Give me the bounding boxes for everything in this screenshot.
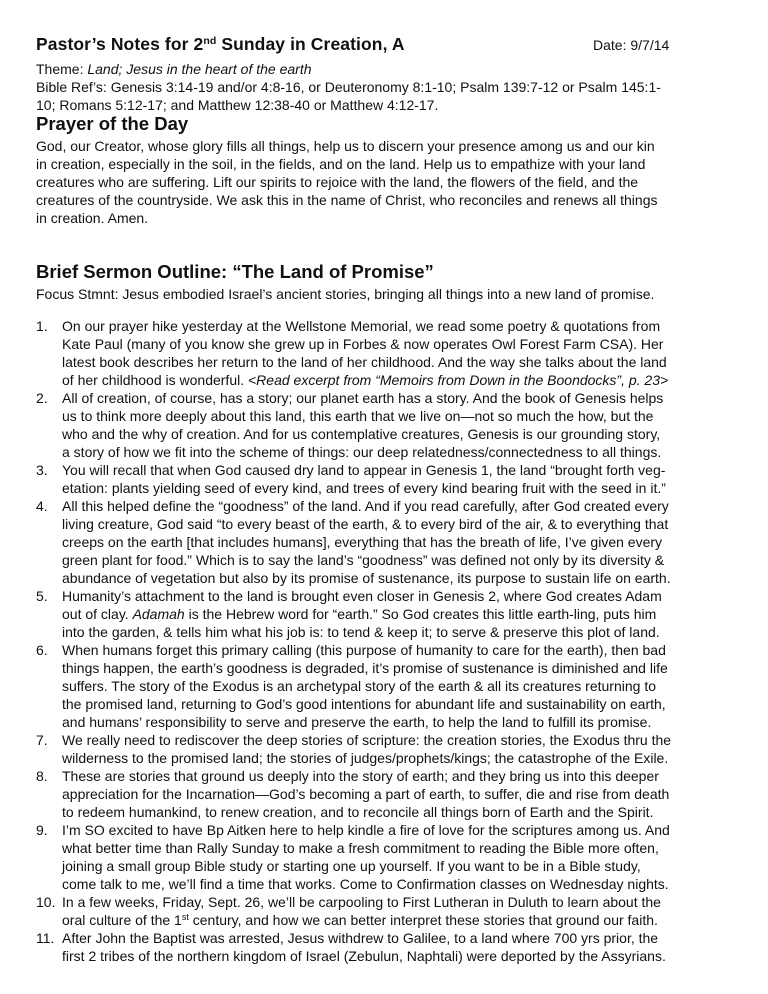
item-line xyxy=(62,605,736,623)
item-number: 4. xyxy=(36,498,48,514)
outline-item xyxy=(36,587,736,641)
item-number: 3. xyxy=(36,462,48,478)
item-line-text: century, and how we can better interpret these stories that ground our faith. xyxy=(188,912,658,928)
outline-item xyxy=(36,767,736,821)
item-line: Kate Paul (many of you know she grew up in Forbes & now operates Owl Forest Farm CSA). Her xyxy=(62,336,664,352)
item-number: 6. xyxy=(36,642,48,658)
item-line: into the garden, & tells him what his job is: to tend & keep it; to serve & preserve this plot of land. xyxy=(62,624,660,640)
item-line: latest book describes her return to the land of her childhood. And the way she talks about the land xyxy=(62,354,667,370)
item-line: come talk to me, we’ll find a time that works. Come to Confirmation classes on Wednesday nights. xyxy=(62,876,669,892)
title-text-continued: Sunday in Creation, A xyxy=(216,34,405,54)
outline-item xyxy=(36,893,736,929)
outline-item xyxy=(36,389,736,461)
item-line: All this helped define the “goodness” of the land. And if you read carefully, after God created every xyxy=(62,498,669,514)
item-number: 11. xyxy=(36,930,55,946)
prayer-line: in creation. Amen. xyxy=(36,210,149,226)
item-line: appreciation for the Incarnation—God’s becoming a part of earth, to suffer, die and rise from death xyxy=(62,786,670,802)
item-line: a story of how we fit into the scheme of things: our deep relatedness/connectedness to all things. xyxy=(62,444,662,460)
item-line: the promised land, returning to God’s good intentions for abundant life and sustainability on earth, xyxy=(62,696,666,712)
item-line: On our prayer hike yesterday at the Wellstone Memorial, we read some poetry & quotations from xyxy=(62,318,661,334)
item-line-text: is the Hebrew word for “earth.” So God creates this little earth-ling, puts him xyxy=(184,606,657,622)
item-number: 10. xyxy=(36,894,56,910)
item-line: Humanity’s attachment to the land is brought even closer in Genesis 2, where God creates Adam xyxy=(62,588,662,604)
item-line: I’m SO excited to have Bp Aitken here to help kindle a fire of love for the scriptures among us. And xyxy=(62,822,670,838)
item-line: wilderness to the promised land; the stories of judges/prophets/kings; the catastrophe of the Exile. xyxy=(62,750,669,766)
item-line xyxy=(62,371,736,389)
item-line: us to think more deeply about this land, this earth that we live on—not so much the how, but the xyxy=(62,408,654,424)
outline-item xyxy=(36,641,736,731)
bible-refs-line: Bible Ref’s: Genesis 3:14-19 and/or 4:8-16, or Deuteronomy 8:1-10; Psalm 139:7-12 or Psalm 145:1- xyxy=(36,79,661,95)
item-line: and humans’ responsibility to serve and preserve the earth, to help the land to fulfill its promise. xyxy=(62,714,652,730)
title-text: Pastor’s Notes for 2 xyxy=(36,34,204,54)
prayer-line: creatures of the countryside. We ask this in the name of Christ, who reconciles and renews all things xyxy=(36,192,658,208)
item-line xyxy=(62,911,736,929)
outline-item xyxy=(36,731,736,767)
item-line: creeps on the earth [that includes humans], everything that has the breath of life, I’ve given every xyxy=(62,534,663,550)
hebrew-word: Adamah xyxy=(132,606,185,622)
item-line: We really need to rediscover the deep stories of scripture: the creation stories, the Exodus thru the xyxy=(62,732,672,748)
title-row xyxy=(36,34,736,58)
outline-item xyxy=(36,317,736,389)
reading-reference: <Read excerpt from “Memoirs from Down in the Boondocks”, p. 23> xyxy=(248,372,669,388)
item-number: 2. xyxy=(36,390,48,406)
document-date: Date: 9/7/14 xyxy=(593,37,670,53)
sermon-outline-list xyxy=(36,317,736,965)
outline-item xyxy=(36,821,736,893)
outline-item xyxy=(36,497,736,587)
item-number: 1. xyxy=(36,318,48,334)
prayer-line: God, our Creator, whose glory fills all things, help us to discern your presence among us and our kin xyxy=(36,138,655,154)
item-line: These are stories that ground us deeply into the story of earth; and they bring us into this deeper xyxy=(62,768,659,784)
item-number: 7. xyxy=(36,732,48,748)
bible-refs-line: 10; Romans 5:12-17; and Matthew 12:38-40 or Matthew 4:12-17. xyxy=(36,97,439,113)
item-line: first 2 tribes of the northern kingdom of Israel (Zebulun, Naphtali) were deported by the Assyrians. xyxy=(62,948,666,964)
theme-value: Land; Jesus in the heart of the earth xyxy=(87,61,312,77)
outline-item xyxy=(36,461,736,497)
item-line: etation: plants yielding seed of every kind, and trees of every kind bearing fruit with the seed in it.” xyxy=(62,480,666,496)
title-superscript: nd xyxy=(203,35,217,47)
item-line: joining a small group Bible study or starting one up yourself. If you want to be in a Bible study, xyxy=(62,858,641,874)
theme-label: Theme: xyxy=(36,61,88,77)
item-line: to redeem humankind, to renew creation, and to reconcile all things born of Earth and the Spirit. xyxy=(62,804,654,820)
item-line-text: out of clay. xyxy=(62,606,133,622)
item-line: After John the Baptist was arrested, Jesus withdrew to Galilee, to a land where 700 yrs prior, the xyxy=(62,930,659,946)
ordinal-superscript: st xyxy=(181,912,189,922)
item-line: who and the why of creation. And for us contemplative creatures, Genesis is our grounding story, xyxy=(62,426,661,442)
item-line: abundance of vegetation but also by its promise of sustenance, its purpose to sustain life on earth. xyxy=(62,570,671,586)
focus-line: Focus Stmnt: Jesus embodied Israel’s ancient stories, bringing all things into a new land of promise. xyxy=(36,286,655,302)
item-line: suffers. The story of the Exodus is an archetypal story of the earth & all its creatures returning to xyxy=(62,678,657,694)
prayer-heading: Prayer of the Day xyxy=(36,113,189,134)
item-line: living creature, God said “to every beast of the earth, & to every bird of the air, & to everything that xyxy=(62,516,669,532)
document-meta xyxy=(36,60,736,114)
item-line-text: of her childhood is wonderful. xyxy=(62,372,248,388)
item-line: things happen, the earth’s goodness is degraded, it’s promise of sustenance is diminished and life xyxy=(62,660,668,676)
item-line: All of creation, of course, has a story; our planet earth has a story. And the book of Genesis helps xyxy=(62,390,664,406)
item-line-text: oral culture of the 1 xyxy=(62,912,182,928)
prayer-text xyxy=(36,137,736,227)
item-line: what better time than Rally Sunday to make a fresh commitment to reading the Bible more often, xyxy=(62,840,659,856)
item-number: 8. xyxy=(36,768,48,784)
theme-line xyxy=(36,60,736,78)
sermon-heading: Brief Sermon Outline: “The Land of Promise” xyxy=(36,261,434,282)
item-number: 9. xyxy=(36,822,48,838)
focus-statement xyxy=(36,285,736,303)
prayer-line: in creation, especially in the soil, in the fields, and on the land. Help us to empathize with your land xyxy=(36,156,646,172)
item-number: 5. xyxy=(36,588,48,604)
outline-item xyxy=(36,929,736,965)
document-title xyxy=(36,34,405,55)
item-line: green plant for food.” Which is to say the land’s “goodness” was defined not only by its diversity & xyxy=(62,552,665,568)
item-line: You will recall that when God caused dry land to appear in Genesis 1, the land “brought forth veg- xyxy=(62,462,666,478)
item-line: When humans forget this primary calling (this purpose of humanity to care for the earth), then bad xyxy=(62,642,666,658)
item-line: In a few weeks, Friday, Sept. 26, we’ll be carpooling to First Lutheran in Duluth to learn about the xyxy=(62,894,661,910)
prayer-line: creatures who are suffering. Lift our spirits to rejoice with the land, the flowers of the field, and the xyxy=(36,174,639,190)
